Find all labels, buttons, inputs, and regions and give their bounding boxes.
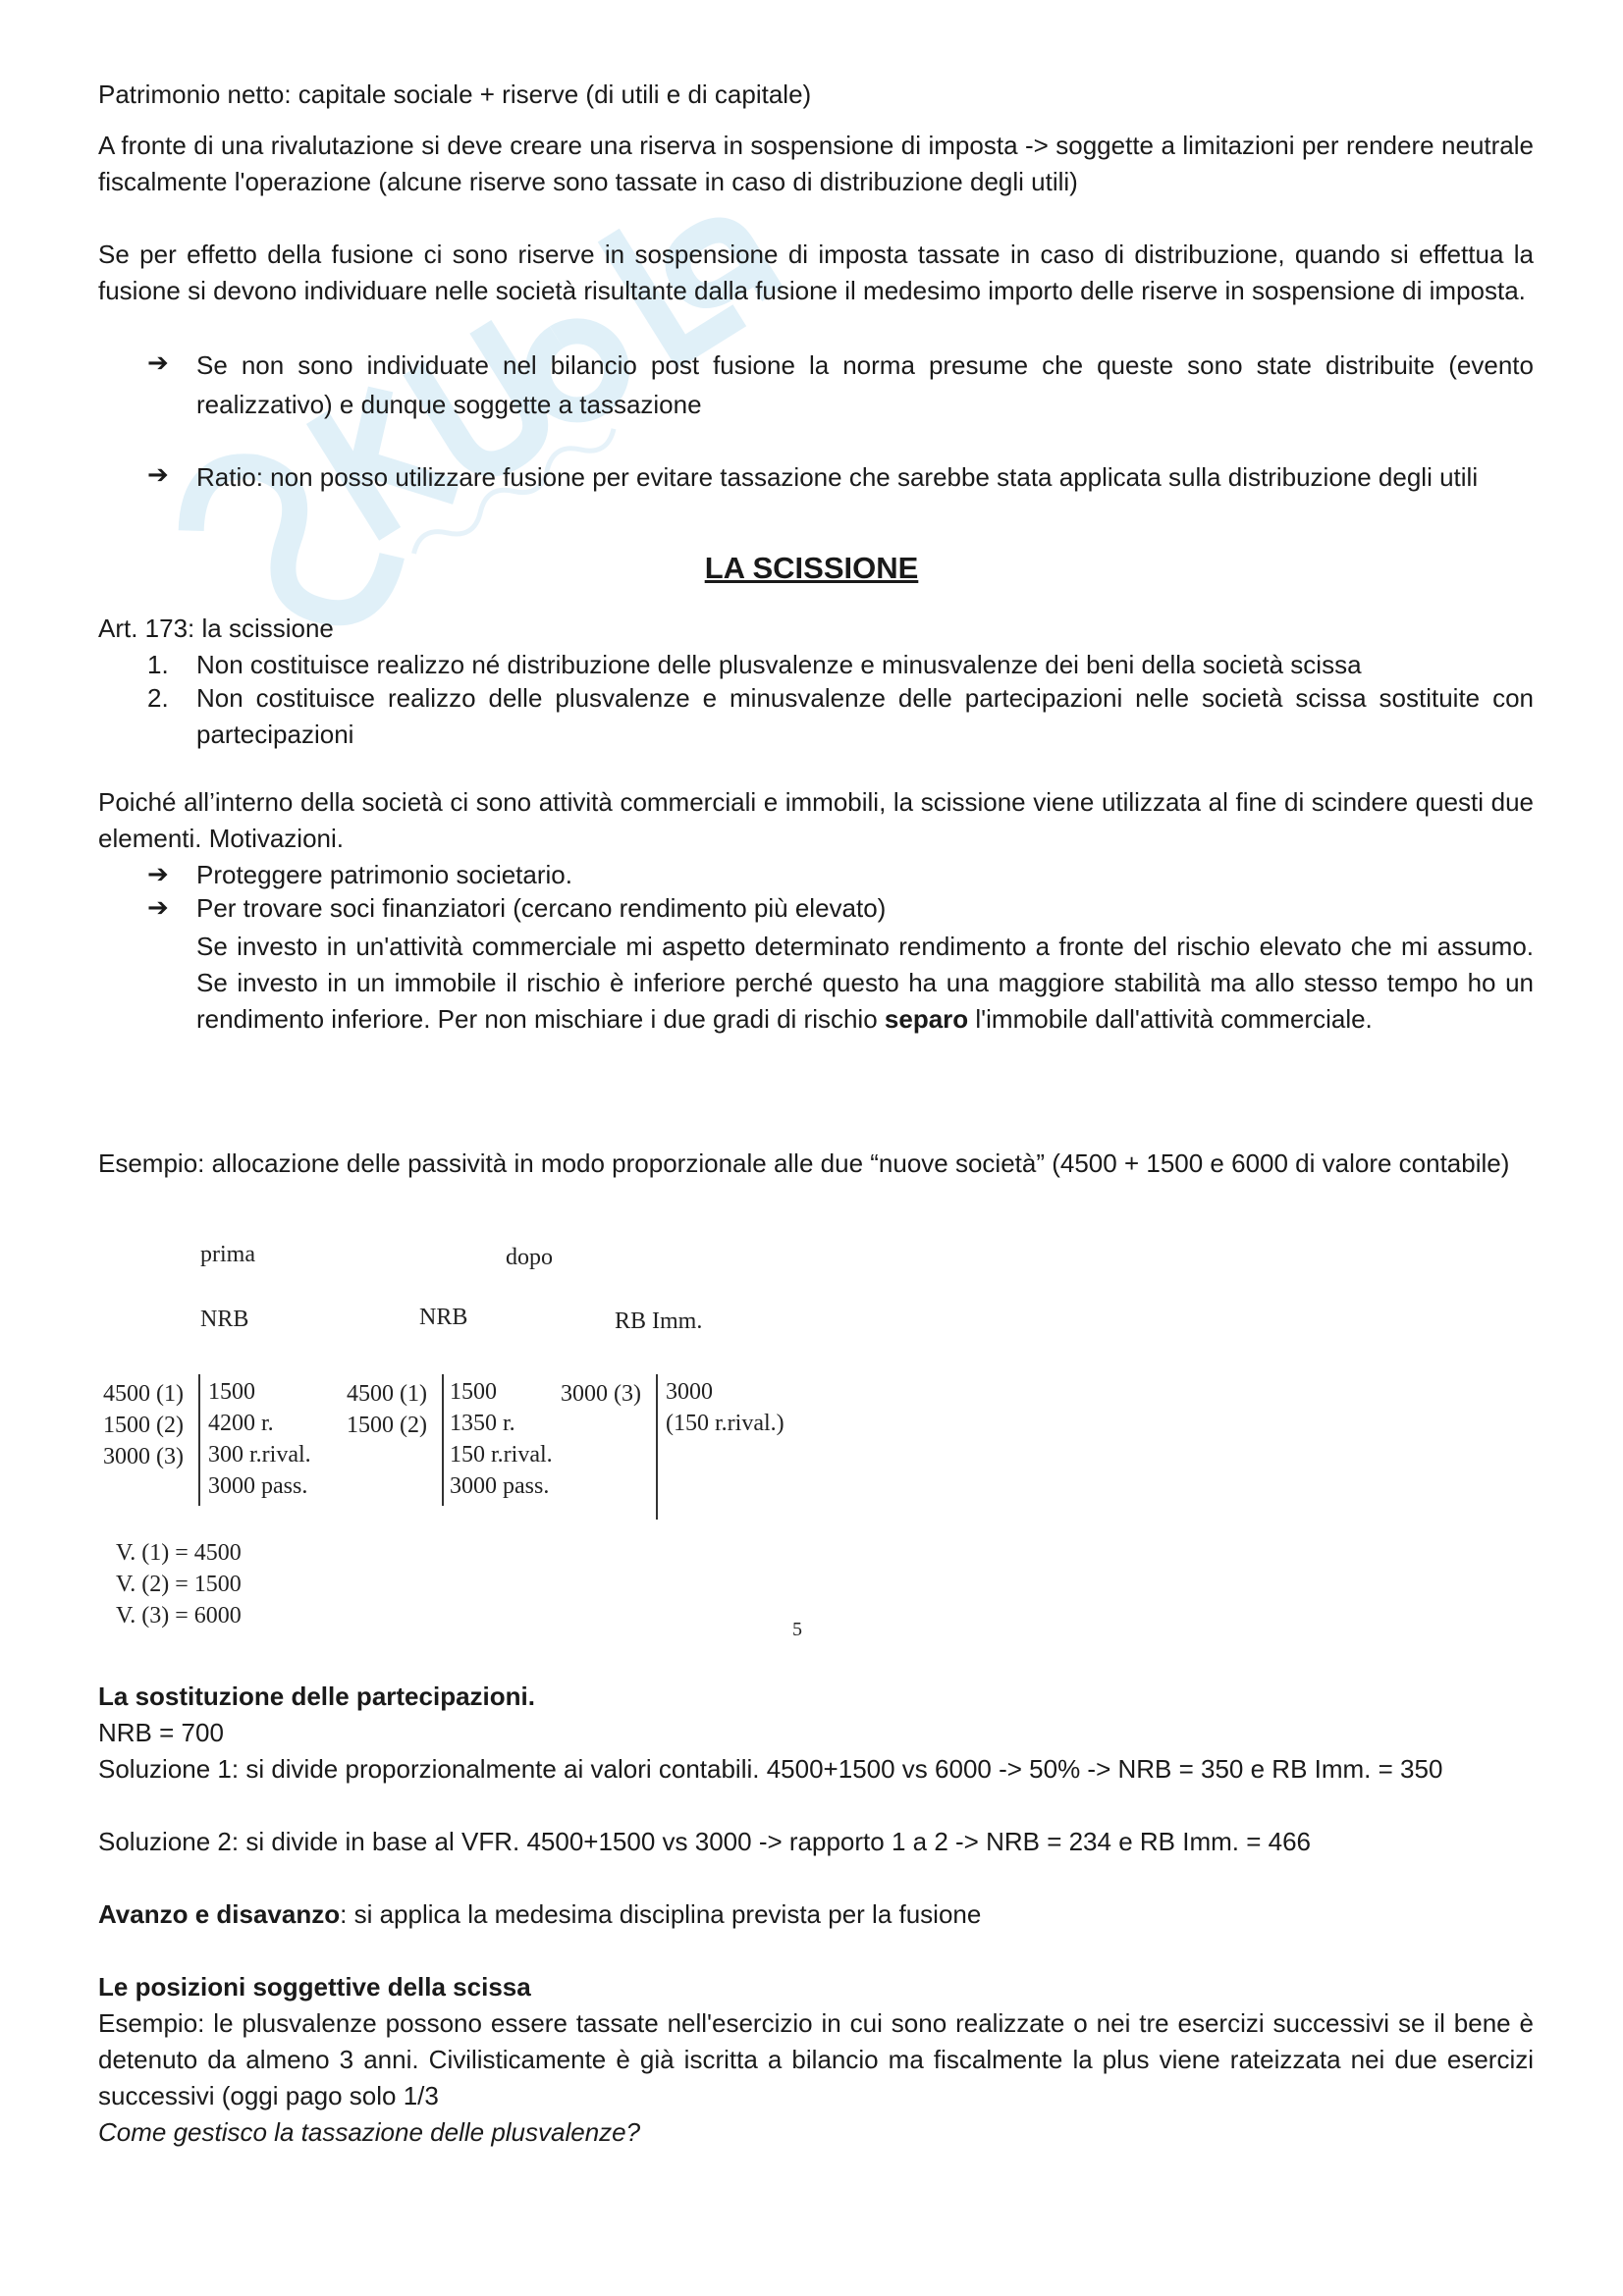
table-cell: 4200 r. — [208, 1411, 274, 1436]
paragraph-rischio — [196, 929, 1534, 1038]
heading-sostituzione: La sostituzione delle partecipazioni. — [98, 1682, 535, 1711]
figure-page-number: 5 — [792, 1619, 802, 1640]
label-nrb-after: NRB — [419, 1305, 468, 1330]
arrow-icon: ➔ — [147, 893, 169, 923]
table-cell: 1500 — [450, 1379, 497, 1405]
list-text: Non costituisce realizzo né distribuzione delle plusvalenze e minusvalenze dei beni della società scissa — [196, 650, 1362, 679]
label-nrb-before: NRB — [200, 1307, 249, 1332]
bullet-item — [147, 457, 1534, 497]
table-cell: 3000 (3) — [103, 1444, 184, 1469]
table-cell: 1500 (2) — [103, 1413, 184, 1438]
text-run: : si applica la medesima disciplina prevista per la fusione — [340, 1899, 982, 1929]
paragraph-plusvalenze: Esempio: le plusvalenze possono essere tassate nell'esercizio in cui sono realizzate o nei tre esercizi successivi se il bene è detenuto da almeno 3 anni. Civilisticamente è già iscritta a bilancio ma fiscalmente la plus viene rateizzata nei due esercizi successivi (oggi pago solo 1/3 — [98, 2008, 1534, 2110]
table-cell: 4500 (1) — [103, 1381, 184, 1407]
table2-left — [347, 1378, 427, 1441]
arrow-icon: ➔ — [147, 860, 169, 889]
list-number: 2. — [147, 683, 169, 713]
label-prima: prima — [200, 1242, 255, 1267]
paragraph-rivalutazione: A fronte di una rivalutazione si deve creare una riserva in sospensione di imposta -> soggette a limitazioni per rendere neutrale fiscalmente l'operazione (alcune riserve sono tassate in caso di distribuzione degli utili) — [98, 131, 1534, 196]
article-heading: Art. 173: la scissione — [98, 614, 334, 643]
table-cell: 1350 r. — [450, 1411, 515, 1436]
table-cell: 300 r.rival. — [208, 1442, 311, 1468]
bullet-item — [147, 346, 1534, 424]
nrb-line: NRB = 700 — [98, 1718, 224, 1747]
table1-divider — [198, 1374, 200, 1506]
bullet-text: Se non sono individuate nel bilancio post fusione la norma presume che queste sono state distribuite (evento realizzativo) e dunque soggette a tassazione — [196, 350, 1534, 419]
question-line: Come gestisco la tassazione delle plusvalenze? — [98, 2117, 641, 2147]
table-cell: 3000 pass. — [208, 1473, 308, 1499]
bold-text: Avanzo e disavanzo — [98, 1899, 341, 1929]
bullet-item — [147, 857, 1534, 893]
heading-posizioni: Le posizioni soggettive della scissa — [98, 1972, 531, 2002]
list-item — [147, 647, 1534, 683]
bullet-text: Per trovare soci finanziatori (cercano rendimento più elevato) — [196, 893, 887, 923]
paragraph-esempio: Esempio: allocazione delle passività in modo proporzionale alle due “nuove società” (4500 + 1500 e 6000 di valore contabile) — [98, 1148, 1510, 1178]
table3-left — [561, 1378, 641, 1410]
paragraph-scissione: Poiché all’interno della società ci sono attività commerciali e immobili, la scissione viene utilizzata al fine di scindere questi due elementi. Motivazioni. — [98, 787, 1534, 853]
list-number: 1. — [147, 650, 169, 679]
table3-divider — [656, 1374, 658, 1520]
arrow-icon: ➔ — [147, 460, 169, 490]
table-cell: 4500 (1) — [347, 1381, 427, 1407]
bullet-text: Proteggere patrimonio societario. — [196, 860, 572, 889]
list-text: Non costituisce realizzo delle plusvalenze e minusvalenze delle partecipazioni nelle società scissa sostituite con partecipazioni — [196, 683, 1534, 749]
paragraph-patrimonio: Patrimonio netto: capitale sociale + riserve (di utili e di capitale) — [98, 80, 812, 109]
value-line: V. (2) = 1500 — [116, 1572, 242, 1597]
list-item — [147, 680, 1534, 753]
solution-1: Soluzione 1: si divide proporzionalmente ai valori contabili. 4500+1500 vs 6000 -> 50% -> NRB = 350 e RB Imm. = 350 — [98, 1754, 1443, 1784]
table-cell: 150 r.rival. — [450, 1442, 553, 1468]
value-line: V. (1) = 4500 — [116, 1540, 242, 1566]
table-cell: 3000 — [666, 1379, 713, 1405]
arrow-icon: ➔ — [147, 348, 169, 378]
bullet-text: Ratio: non posso utilizzare fusione per evitare tassazione che sarebbe stata applicata sulla distribuzione degli utili — [196, 462, 1479, 492]
solution-2: Soluzione 2: si divide in base al VFR. 4500+1500 vs 3000 -> rapporto 1 a 2 -> NRB = 234 e RB Imm. = 466 — [98, 1827, 1311, 1856]
table-cell: 1500 — [208, 1379, 255, 1405]
table-cell: (150 r.rival.) — [666, 1411, 784, 1436]
values-list — [116, 1537, 242, 1631]
bold-text: separo — [884, 1004, 969, 1034]
section-title: LA SCISSIONE — [704, 551, 919, 585]
text-run: Se investo in un'attività commerciale mi aspetto determinato rendimento a fronte del rischio elevato che mi assumo. Se investo in un immobile il rischio è inferiore perché questo ha una maggiore stabilità ma allo stesso tempo ho un rendimento inferiore. Per non mischiare i due gradi di rischio — [196, 932, 1534, 1034]
paragraph-fusione: Se per effetto della fusione ci sono riserve in sospensione di imposta tassate in caso di distribuzione, quando si effettua la fusione si devono individuare nelle società risultante dalla fusione il medesimo importo delle riserve in sospensione di imposta. — [98, 240, 1534, 305]
table3-right — [666, 1376, 784, 1439]
table2-divider — [442, 1374, 444, 1506]
table-cell: 3000 (3) — [561, 1381, 641, 1407]
table1-left — [103, 1378, 184, 1472]
label-dopo: dopo — [506, 1245, 553, 1270]
label-rb-imm: RB Imm. — [615, 1308, 703, 1334]
table2-right — [450, 1376, 553, 1502]
table-cell: 1500 (2) — [347, 1413, 427, 1438]
paragraph-avanzo — [98, 1896, 1534, 1933]
bullet-item — [147, 890, 1534, 927]
value-line: V. (3) = 6000 — [116, 1603, 242, 1629]
table1-right — [208, 1376, 311, 1502]
text-run: l'immobile dall'attività commerciale. — [968, 1004, 1373, 1034]
table-cell: 3000 pass. — [450, 1473, 550, 1499]
